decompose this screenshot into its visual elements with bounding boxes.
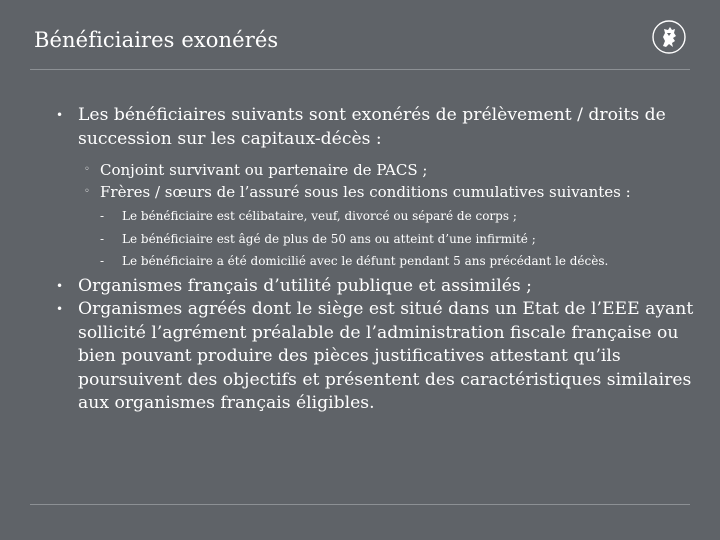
dash-marker: - — [100, 254, 105, 268]
sub-bullet-marker: ◦ — [84, 164, 90, 175]
dash-marker: - — [100, 231, 105, 246]
condition-item — [56, 228, 696, 251]
condition-item — [56, 205, 696, 228]
bullet-marker: • — [56, 108, 64, 122]
list-item — [56, 298, 696, 416]
bullet-text: Les bénéficiaires suivants sont exonérés de prélèvement / droits de succession sur les capitaux-décès : — [78, 105, 666, 149]
list-item — [56, 275, 696, 299]
bullet-text: Organismes français d’utilité publique et assimilés ; — [78, 275, 532, 296]
list-item — [56, 104, 696, 151]
sub-list-item — [56, 181, 696, 203]
condition-item — [56, 250, 696, 273]
sub-list-item — [56, 159, 696, 181]
sub-bullet-text: Frères / sœurs de l’assuré sous les conditions cumulatives suivantes : — [100, 183, 631, 201]
footer-divider — [30, 504, 690, 505]
bullet-marker: • — [56, 278, 64, 293]
condition-text: Le bénéficiaire a été domicilié avec le défunt pendant 5 ans précédant le décès. — [122, 254, 609, 268]
condition-text: Le bénéficiaire est célibataire, veuf, divorcé ou séparé de corps ; — [122, 209, 517, 223]
bullet-list — [56, 104, 696, 416]
title-divider — [30, 69, 690, 70]
sub-bullet-marker: ◦ — [84, 186, 90, 197]
condition-text: Le bénéficiaire est âgé de plus de 50 ans ou atteint d’une infirmité ; — [122, 231, 536, 246]
sub-bullet-text: Conjoint survivant ou partenaire de PACS ; — [100, 161, 428, 179]
bullet-text: Organismes agréés dont le siège est situé dans un Etat de l’EEE ayant sollicité l’agrément préalable de l’administration fiscale française ou bien pouvant produire des pièces justificatives attestant qu’ils poursuivent des objectifs et présentent des caractéristiques similaires aux organismes français éligibles. — [78, 299, 694, 413]
slide-title: Bénéficiaires exonérés — [34, 28, 279, 52]
dash-marker: - — [100, 209, 105, 223]
bullet-marker: • — [56, 302, 64, 316]
lion-crest-icon — [651, 19, 687, 55]
